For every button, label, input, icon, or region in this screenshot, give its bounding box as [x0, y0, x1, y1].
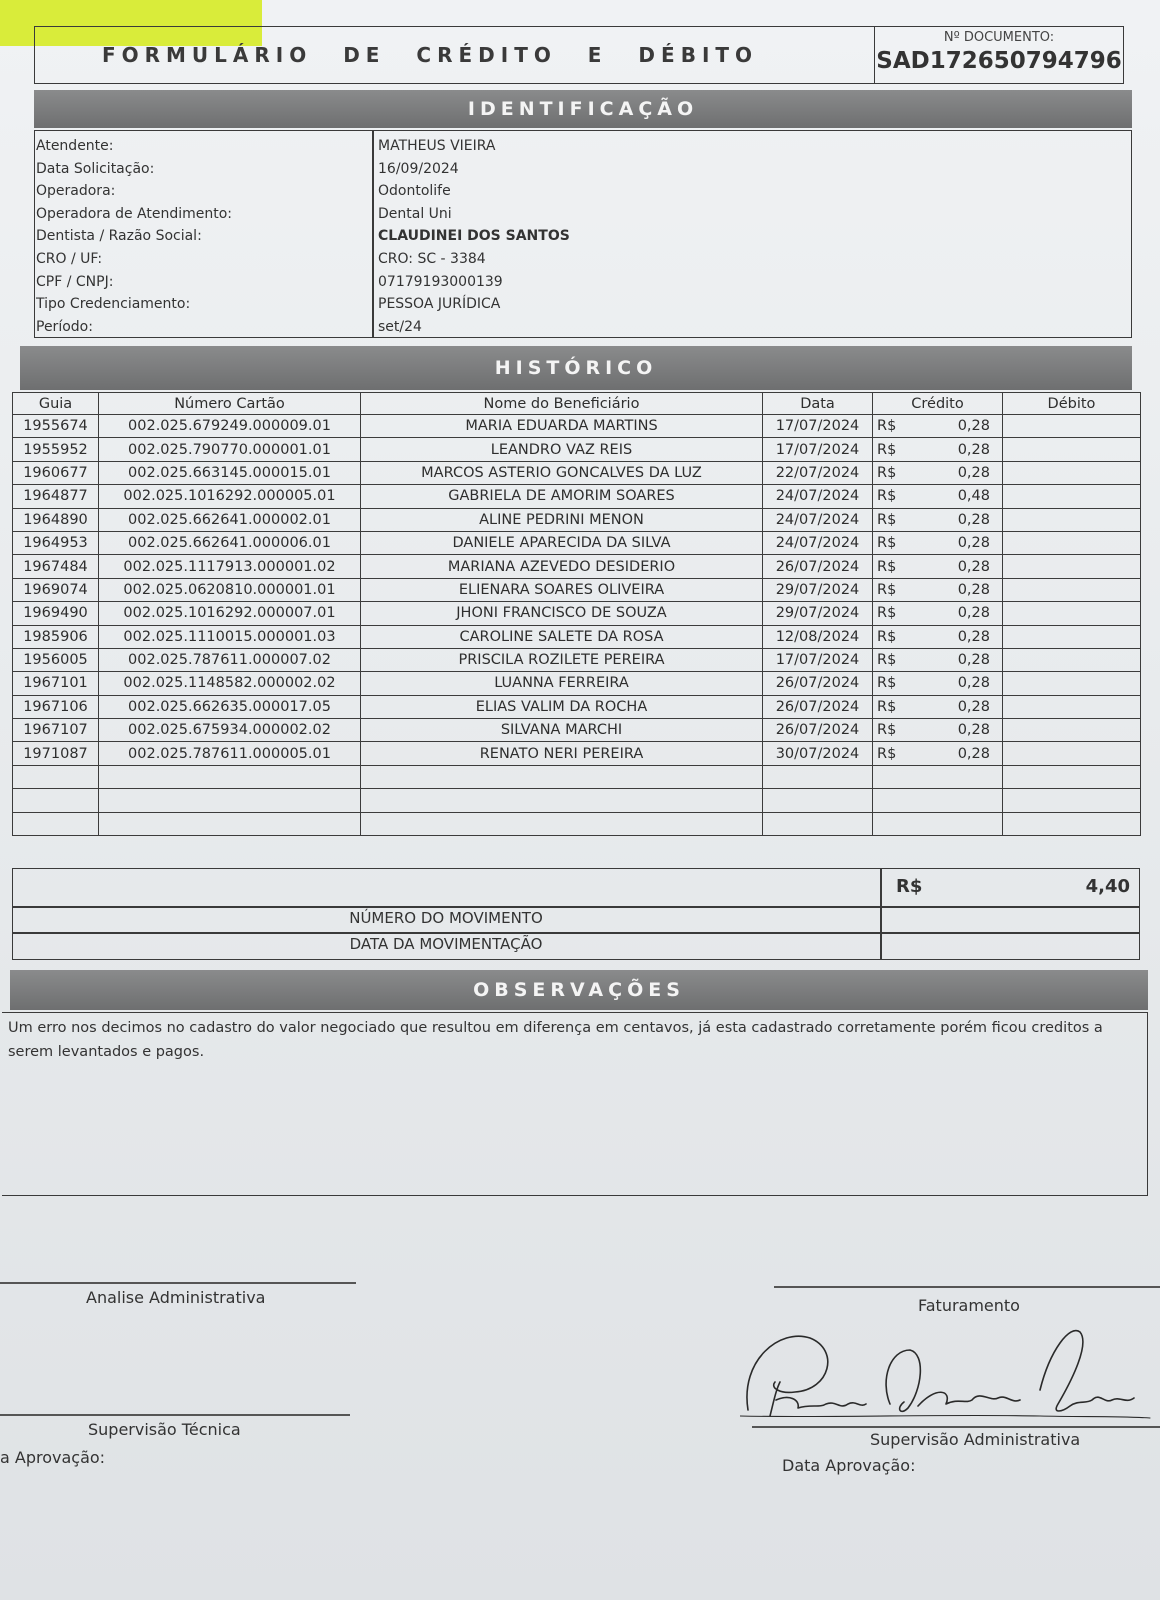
- currency-symbol: R$: [877, 605, 897, 622]
- totals-divider: [12, 932, 1140, 934]
- data-cell: 29/07/2024: [763, 578, 873, 601]
- guia-cell: 1971087: [13, 742, 99, 765]
- signature-stroke: [1040, 1331, 1134, 1411]
- periodo-value: set/24: [378, 318, 422, 335]
- credito-amount: 0,28: [957, 441, 990, 458]
- credito-amount: 0,28: [957, 511, 990, 528]
- empty-row: [13, 812, 1141, 835]
- ident-label: Dentista / Razão Social:: [36, 228, 202, 245]
- handwritten-signature: [740, 1320, 1160, 1460]
- cartao-cell: 002.025.787611.000005.01: [99, 742, 361, 765]
- signature-line: [774, 1286, 1160, 1288]
- cartao-cell: 002.025.679249.000009.01: [99, 415, 361, 438]
- data-cell: 17/07/2024: [763, 415, 873, 438]
- cartao-cell: 002.025.790770.000001.01: [99, 438, 361, 461]
- table-row: [13, 415, 1141, 438]
- debito-cell: [1003, 672, 1141, 695]
- nome-cell: DANIELE APARECIDA DA SILVA: [361, 531, 763, 554]
- currency-symbol: R$: [877, 745, 897, 762]
- table-row: [13, 461, 1141, 484]
- numero-movimento-label: NÚMERO DO MOVIMENTO: [349, 909, 543, 927]
- table-header-row: [13, 393, 1141, 415]
- nome-cell: SILVANA MARCHI: [361, 719, 763, 742]
- nome-cell: MARIANA AZEVEDO DESIDERIO: [361, 555, 763, 578]
- debito-cell: [1003, 719, 1141, 742]
- credito-cell: [873, 648, 1003, 671]
- column-header-cartao: Número Cartão: [99, 393, 361, 415]
- nome-cell: MARIA EDUARDA MARTINS: [361, 415, 763, 438]
- document-number-value: SAD172650794796: [876, 48, 1122, 74]
- cartao-cell: 002.025.1110015.000001.03: [99, 625, 361, 648]
- faturamento-label: Faturamento: [918, 1296, 1020, 1315]
- ident-label: Operadora de Atendimento:: [36, 205, 233, 222]
- column-header-guia: Guia: [13, 393, 99, 415]
- data-movimentacao-label: DATA DA MOVIMENTAÇÃO: [349, 935, 543, 953]
- credito-cell: [873, 438, 1003, 461]
- table-row: [13, 485, 1141, 508]
- guia-cell: 1964953: [13, 531, 99, 554]
- nome-cell: ALINE PEDRINI MENON: [361, 508, 763, 531]
- data-cell: 17/07/2024: [763, 648, 873, 671]
- currency-symbol: R$: [877, 581, 897, 598]
- column-header-nome: Nome do Beneficiário: [361, 393, 763, 415]
- nome-cell: CAROLINE SALETE DA ROSA: [361, 625, 763, 648]
- credito-cell: [873, 742, 1003, 765]
- ident-label: Período:: [36, 318, 93, 335]
- credito-cell: [873, 461, 1003, 484]
- signature-stroke: [740, 1415, 1150, 1418]
- data-aprovacao-left-label: a Aprovação:: [0, 1448, 106, 1467]
- credito-cell: [873, 555, 1003, 578]
- signature-line: [0, 1282, 356, 1284]
- cartao-cell: 002.025.787611.000007.02: [99, 648, 361, 671]
- debito-cell: [1003, 485, 1141, 508]
- data-aprovacao-right-label: Data Aprovação:: [782, 1456, 916, 1475]
- ident-label: Operadora:: [36, 183, 116, 200]
- document-number-label: Nº DOCUMENTO:: [943, 30, 1055, 45]
- totals-divider: [12, 906, 1140, 908]
- signature-line: [0, 1414, 350, 1416]
- cro-value: CRO: SC - 3384: [378, 250, 486, 267]
- signature-stroke: [747, 1336, 828, 1410]
- table-row: [13, 508, 1141, 531]
- ident-label: Atendente:: [36, 138, 114, 154]
- signature-stroke: [770, 1382, 866, 1416]
- debito-cell: [1003, 555, 1141, 578]
- credito-cell: [873, 719, 1003, 742]
- debito-cell: [1003, 415, 1141, 438]
- currency-symbol: R$: [877, 535, 897, 552]
- nome-cell: JHONI FRANCISCO DE SOUZA: [361, 602, 763, 625]
- currency-symbol: R$: [877, 464, 897, 481]
- debito-cell: [1003, 648, 1141, 671]
- column-header-debito: Débito: [1003, 393, 1141, 415]
- credito-amount: 0,28: [957, 722, 990, 739]
- signature-stroke: [886, 1350, 920, 1411]
- guia-cell: 1967107: [13, 719, 99, 742]
- debito-cell: [1003, 625, 1141, 648]
- table-row: [13, 531, 1141, 554]
- total-currency: R$: [896, 876, 923, 897]
- credito-amount: 0,28: [957, 698, 990, 715]
- operadora-value: Odontolife: [378, 183, 451, 200]
- cartao-cell: 002.025.1148582.000002.02: [99, 672, 361, 695]
- credito-cell: [873, 672, 1003, 695]
- operadora-atendimento-value: Dental Uni: [378, 205, 452, 222]
- debito-cell: [1003, 602, 1141, 625]
- historico-table: [12, 392, 1141, 836]
- currency-symbol: R$: [877, 488, 897, 505]
- identificacao-divider: [372, 130, 374, 338]
- cartao-cell: 002.025.1117913.000001.02: [99, 555, 361, 578]
- dentista-value: CLAUDINEI DOS SANTOS: [378, 228, 570, 245]
- nome-cell: LUANNA FERREIRA: [361, 672, 763, 695]
- credito-amount: 0,28: [957, 558, 990, 575]
- credito-amount: 0,28: [957, 535, 990, 552]
- cartao-cell: 002.025.0620810.000001.01: [99, 578, 361, 601]
- credito-amount: 0,48: [957, 488, 990, 505]
- debito-cell: [1003, 742, 1141, 765]
- nome-cell: PRISCILA ROZILETE PEREIRA: [361, 648, 763, 671]
- empty-row: [13, 765, 1141, 788]
- table-row: [13, 648, 1141, 671]
- supervisao-administrativa-label: Supervisão Administrativa: [870, 1430, 1081, 1449]
- table-row: [13, 625, 1141, 648]
- credito-cell: [873, 415, 1003, 438]
- guia-cell: 1969074: [13, 578, 99, 601]
- ident-label: CPF / CNPJ:: [36, 273, 114, 290]
- data-cell: 17/07/2024: [763, 438, 873, 461]
- currency-symbol: R$: [877, 675, 897, 692]
- credito-cell: [873, 578, 1003, 601]
- credito-cell: [873, 485, 1003, 508]
- nome-cell: RENATO NERI PEREIRA: [361, 742, 763, 765]
- guia-cell: 1964877: [13, 485, 99, 508]
- credito-amount: 0,28: [957, 745, 990, 762]
- atendente-value: MATHEUS VIEIRA: [378, 138, 496, 154]
- table-row: [13, 438, 1141, 461]
- tipo-credenciamento-value: PESSOA JURÍDICA: [378, 296, 501, 313]
- currency-symbol: R$: [877, 628, 897, 645]
- currency-symbol: R$: [877, 511, 897, 528]
- column-header-credito: Crédito: [873, 393, 1003, 415]
- ident-label: CRO / UF:: [36, 250, 103, 267]
- credito-amount: 0,28: [957, 418, 990, 435]
- credito-amount: 0,28: [957, 581, 990, 598]
- credito-cell: [873, 508, 1003, 531]
- nome-cell: ELIENARA SOARES OLIVEIRA: [361, 578, 763, 601]
- cpf-cnpj-value: 07179193000139: [378, 273, 503, 290]
- credito-cell: [873, 695, 1003, 718]
- guia-cell: 1955674: [13, 415, 99, 438]
- data-cell: 26/07/2024: [763, 719, 873, 742]
- data-solicitacao-value: 16/09/2024: [378, 160, 459, 177]
- total-value: 4,40: [1085, 876, 1130, 897]
- cartao-cell: 002.025.1016292.000005.01: [99, 485, 361, 508]
- data-cell: 29/07/2024: [763, 602, 873, 625]
- credito-cell: [873, 602, 1003, 625]
- credito-amount: 0,28: [957, 464, 990, 481]
- currency-symbol: R$: [877, 722, 897, 739]
- analise-administrativa-label: Analise Administrativa: [86, 1288, 266, 1307]
- data-cell: 24/07/2024: [763, 531, 873, 554]
- guia-cell: 1967106: [13, 695, 99, 718]
- guia-cell: 1955952: [13, 438, 99, 461]
- guia-cell: 1967101: [13, 672, 99, 695]
- currency-symbol: R$: [877, 652, 897, 669]
- data-cell: 24/07/2024: [763, 485, 873, 508]
- currency-symbol: R$: [877, 698, 897, 715]
- signature-stroke: [918, 1392, 1020, 1406]
- currency-symbol: R$: [877, 418, 897, 435]
- debito-cell: [1003, 461, 1141, 484]
- debito-cell: [1003, 578, 1141, 601]
- credito-cell: [873, 531, 1003, 554]
- guia-cell: 1960677: [13, 461, 99, 484]
- table-row: [13, 672, 1141, 695]
- cartao-cell: 002.025.662641.000006.01: [99, 531, 361, 554]
- debito-cell: [1003, 438, 1141, 461]
- ident-label: Tipo Credenciamento:: [36, 296, 191, 313]
- data-cell: 26/07/2024: [763, 695, 873, 718]
- guia-cell: 1967484: [13, 555, 99, 578]
- data-cell: 22/07/2024: [763, 461, 873, 484]
- table-row: [13, 555, 1141, 578]
- data-cell: 26/07/2024: [763, 555, 873, 578]
- credito-cell: [873, 625, 1003, 648]
- credito-amount: 0,28: [957, 628, 990, 645]
- debito-cell: [1003, 508, 1141, 531]
- debito-cell: [1003, 531, 1141, 554]
- observacoes-title: OBSERVAÇÕES: [10, 970, 1148, 1010]
- supervisao-tecnica-label: Supervisão Técnica: [88, 1420, 241, 1439]
- guia-cell: 1956005: [13, 648, 99, 671]
- empty-row: [13, 789, 1141, 812]
- cartao-cell: 002.025.675934.000002.02: [99, 719, 361, 742]
- nome-cell: GABRIELA DE AMORIM SOARES: [361, 485, 763, 508]
- column-header-data: Data: [763, 393, 873, 415]
- guia-cell: 1964890: [13, 508, 99, 531]
- cartao-cell: 002.025.662641.000002.01: [99, 508, 361, 531]
- table-row: [13, 695, 1141, 718]
- table-row: [13, 719, 1141, 742]
- currency-symbol: R$: [877, 558, 897, 575]
- debito-cell: [1003, 695, 1141, 718]
- identificacao-values: [378, 135, 1118, 338]
- data-cell: 30/07/2024: [763, 742, 873, 765]
- totals-vertical-divider: [880, 868, 882, 960]
- identificacao-title: IDENTIFICAÇÃO: [34, 90, 1132, 128]
- cartao-cell: 002.025.1016292.000007.01: [99, 602, 361, 625]
- identificacao-labels: [36, 135, 366, 338]
- observacoes-text: Um erro nos decimos no cadastro do valor negociado que resultou em diferença em centavos, já esta cadastrado corretamente porém ficou creditos a serem levantados e pagos.: [8, 1020, 1103, 1060]
- nome-cell: ELIAS VALIM DA ROCHA: [361, 695, 763, 718]
- nome-cell: LEANDRO VAZ REIS: [361, 438, 763, 461]
- data-cell: 24/07/2024: [763, 508, 873, 531]
- credito-amount: 0,28: [957, 652, 990, 669]
- nome-cell: MARCOS ASTERIO GONCALVES DA LUZ: [361, 461, 763, 484]
- guia-cell: 1985906: [13, 625, 99, 648]
- data-cell: 26/07/2024: [763, 672, 873, 695]
- ident-label: Data Solicitação:: [36, 160, 155, 177]
- guia-cell: 1969490: [13, 602, 99, 625]
- table-row: [13, 578, 1141, 601]
- form-title: FORMULÁRIO DE CRÉDITO E DÉBITO: [101, 43, 759, 67]
- historico-title: HISTÓRICO: [20, 346, 1132, 390]
- cartao-cell: 002.025.663145.000015.01: [99, 461, 361, 484]
- currency-symbol: R$: [877, 441, 897, 458]
- credito-amount: 0,28: [957, 605, 990, 622]
- cartao-cell: 002.025.662635.000017.05: [99, 695, 361, 718]
- credito-amount: 0,28: [957, 675, 990, 692]
- table-row: [13, 742, 1141, 765]
- table-row: [13, 602, 1141, 625]
- data-cell: 12/08/2024: [763, 625, 873, 648]
